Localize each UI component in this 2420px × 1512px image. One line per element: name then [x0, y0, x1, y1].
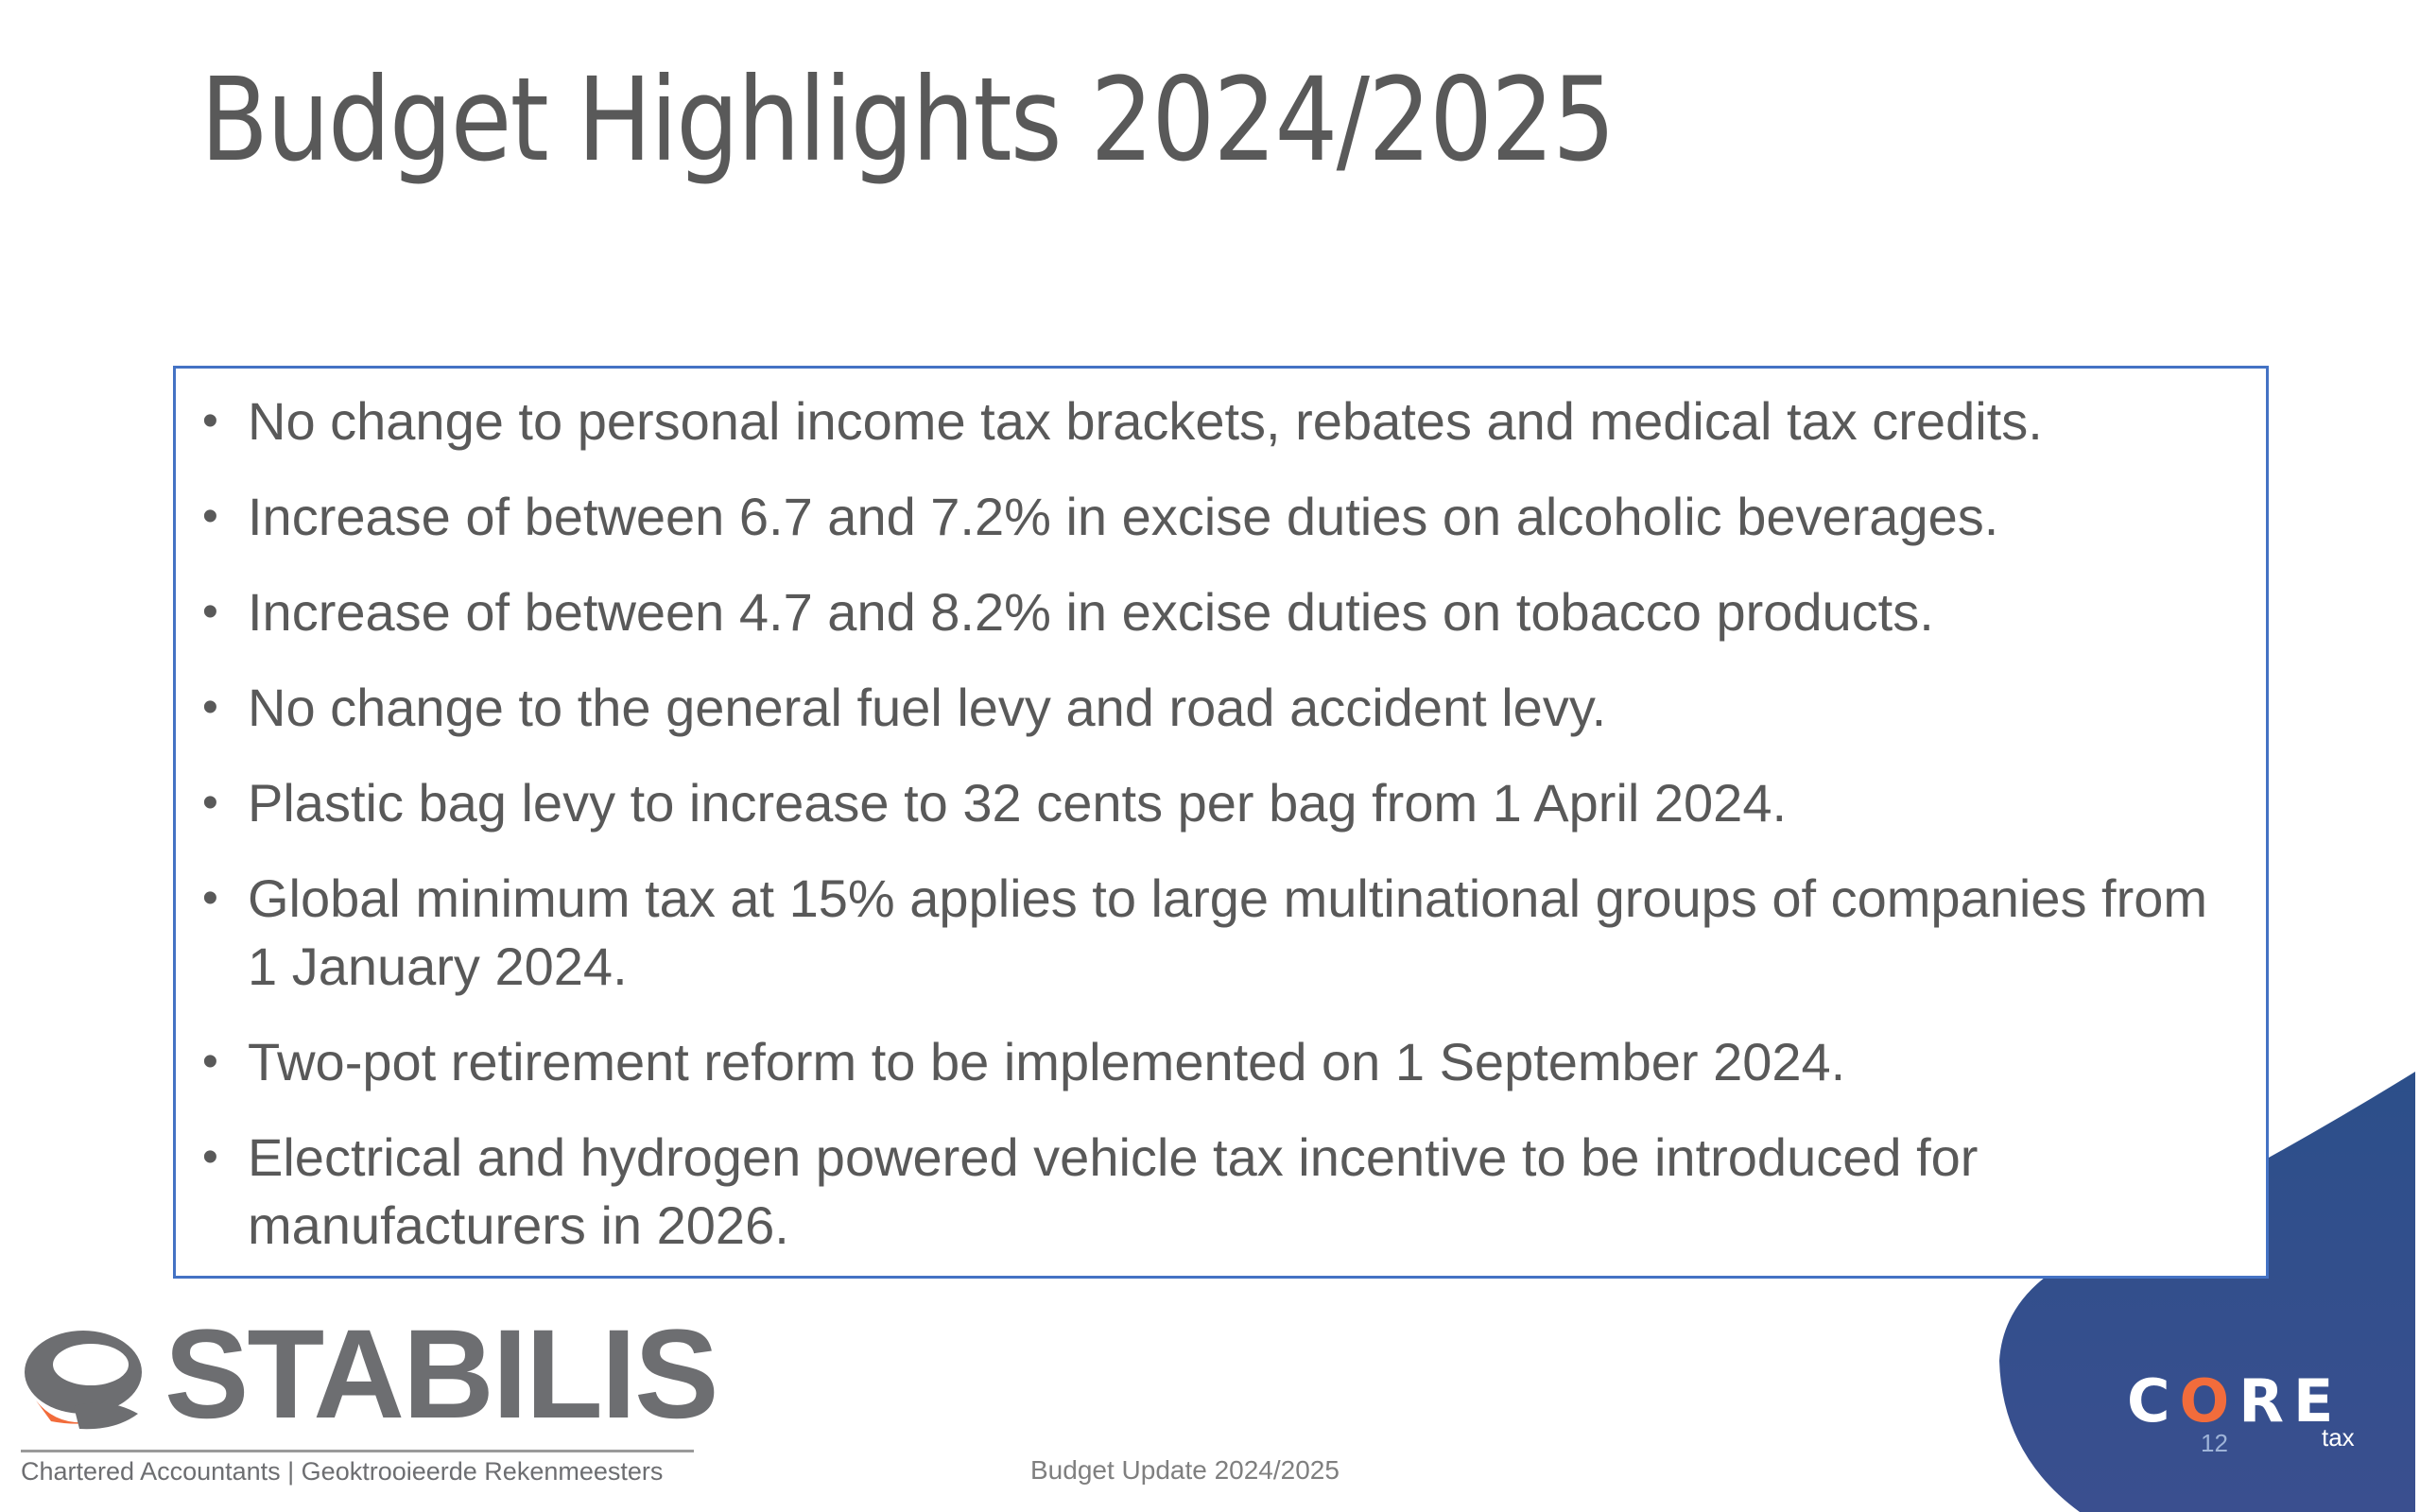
core-logo-re: RE — [2238, 1366, 2343, 1435]
highlight-item — [202, 674, 2228, 742]
slide-title: Budget Highlights 2024/2025 — [200, 53, 1615, 187]
highlight-text: Increase of between 6.7 and 7.2% in excise duties on alcoholic beverages. — [248, 487, 1999, 546]
highlights-box — [173, 366, 2269, 1279]
highlight-text: Two-pot retirement reform to be implemented on 1 September 2024. — [248, 1032, 1846, 1091]
core-tax-logo — [2127, 1366, 2343, 1435]
highlight-item — [202, 1124, 2228, 1260]
highlights-list — [176, 369, 2266, 1260]
logo-divider — [21, 1450, 694, 1452]
highlight-item — [202, 769, 2228, 837]
highlight-text: Increase of between 4.7 and 8.2% in excise duties on tobacco products. — [248, 582, 1934, 642]
core-logo-subtext: tax — [2322, 1423, 2355, 1452]
core-logo-c: C — [2127, 1366, 2180, 1435]
stabilis-s-mark-icon — [17, 1323, 149, 1436]
bullet-marker: • — [202, 587, 218, 637]
bullet-marker: • — [202, 778, 218, 828]
highlight-item — [202, 387, 2228, 455]
bullet-marker: • — [202, 1132, 218, 1182]
highlight-text: No change to the general fuel levy and road accident levy. — [248, 678, 1607, 737]
highlight-text: Global minimum tax at 15% applies to large multinational groups of companies from 1 January 2024. — [248, 868, 2208, 996]
highlight-item — [202, 865, 2228, 1001]
highlight-item — [202, 1028, 2228, 1096]
bullet-marker: • — [202, 396, 218, 446]
highlight-item — [202, 483, 2228, 551]
stabilis-tagline: Chartered Accountants | Geoktrooieerde Rekenmeesters — [21, 1457, 664, 1486]
highlight-item — [202, 578, 2228, 646]
stabilis-logo — [17, 1304, 717, 1495]
bullet-marker: • — [202, 1037, 218, 1087]
highlight-text: Plastic bag levy to increase to 32 cents per bag from 1 April 2024. — [248, 773, 1788, 833]
page-number: 12 — [2201, 1429, 2228, 1457]
bullet-marker: • — [202, 491, 218, 541]
core-logo-o: O — [2179, 1366, 2239, 1435]
bullet-marker: • — [202, 873, 218, 923]
bullet-marker: • — [202, 682, 218, 732]
highlight-text: No change to personal income tax brackets, rebates and medical tax credits. — [248, 391, 2043, 451]
slide-footer: Budget Update 2024/2025 — [1030, 1455, 1340, 1485]
highlight-text: Electrical and hydrogen powered vehicle tax incentive to be introduced for manufacturers in 2026. — [248, 1127, 1979, 1255]
stabilis-wordmark: STABILIS — [164, 1304, 717, 1445]
